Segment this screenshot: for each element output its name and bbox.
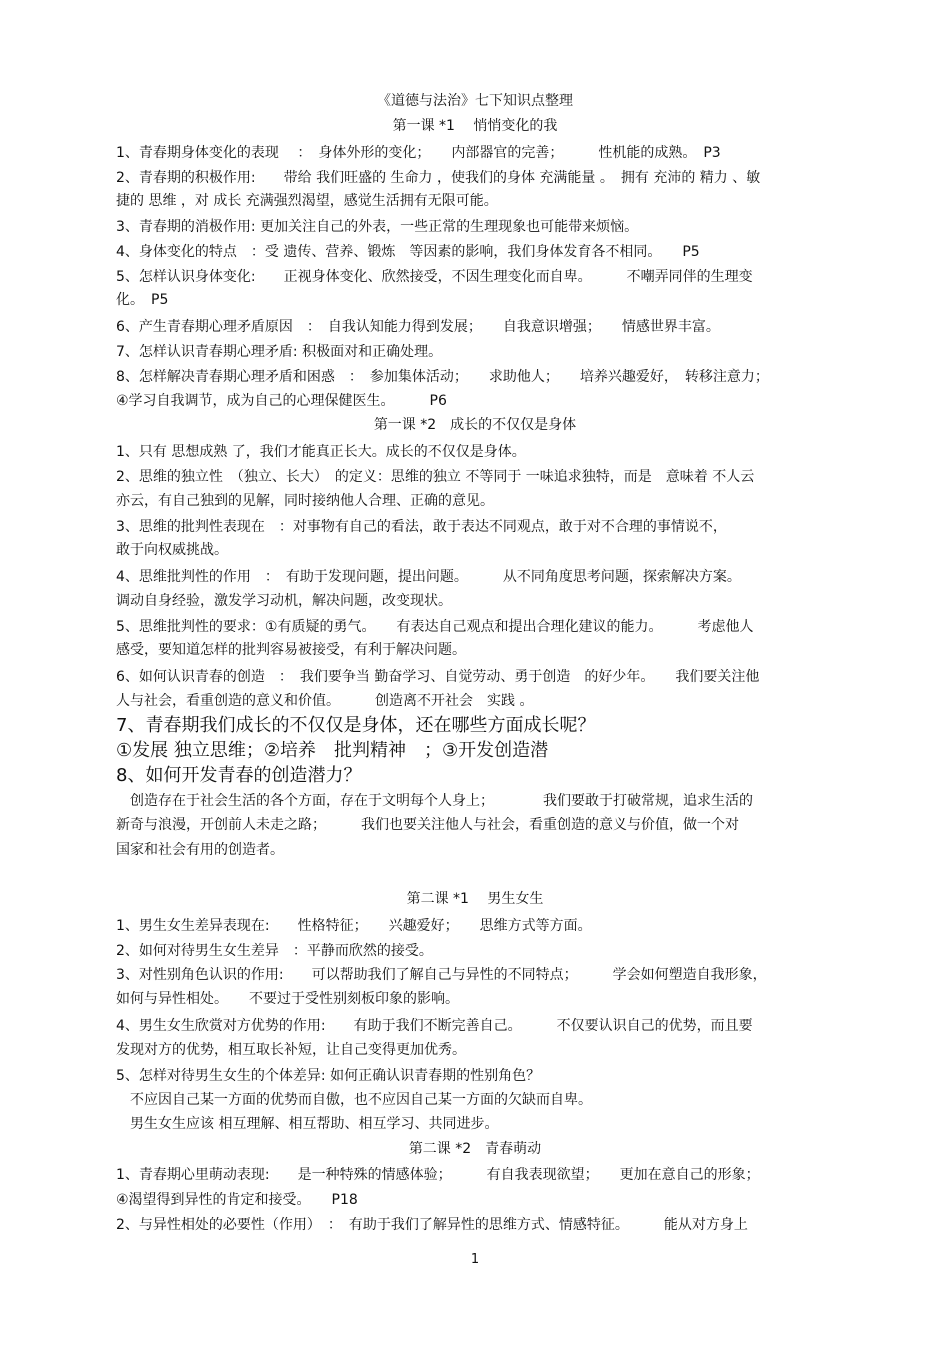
text-line: 4、思维批判性的作用 ： 有助于发现问题，提出问题。 从不同角度思考问题，探索解决方案。 [116, 569, 741, 585]
text-line: 化。 P5 [116, 292, 169, 308]
text-line: 创造存在于社会生活的各个方面，存在于文明每个人身上； 我们要敢于打破常规，追求生活的 [130, 793, 753, 809]
text-line: 1、只有 思想成熟 了，我们才能真正长大。成长的不仅仅是身体。 [116, 444, 526, 460]
text-line: 5、怎样对待男生女生的个体差异: 如何正确认识青春期的性别角色？ [116, 1068, 541, 1084]
text-line: 2、青春期的积极作用: 带给 我们旺盛的 生命力 ，使我们的身体 充满能量 。 拥有 充沛的 精力 、敏 [116, 170, 761, 186]
text-line: 6、产生青春期心理矛盾原因 ： 自我认知能力得到发展； 自我意识增强； 情感世界丰富。 [116, 319, 720, 335]
text-line: 6、如何认识青春的创造 ： 我们要争当 勤奋学习、自觉劳动、勇于创造 的好少年。 我们要关注他 [116, 669, 760, 685]
text-line: 如何与异性相处。 不要过于受性别刻板印象的影响。 [116, 991, 459, 1007]
text-line: 1、青春期身体变化的表现 ： 身体外形的变化； 内部器官的完善； 性机能的成熟。 P3 [116, 145, 721, 161]
text-line: 5、思维批判性的要求：①有质疑的勇气。 有表达自己观点和提出合理化建议的能力。 考虑他人 [116, 619, 754, 635]
text-line: 7、怎样认识青春期心理矛盾: 积极面对和正确处理。 [116, 344, 443, 360]
text-line: ④渴望得到异性的肯定和接受。 P18 [116, 1192, 358, 1208]
text-line: 新奇与浪漫，开创前人未走之路； 我们也要关注他人与社会，看重创造的意义与价值，做一个对 [116, 817, 739, 833]
text-line: 国家和社会有用的创造者。 [116, 842, 284, 858]
question-heading: 7、青春期我们成长的不仅仅是身体，还在哪些方面成长呢？ [116, 715, 596, 736]
section-heading: 第一课 *1 悄悄变化的我 [392, 118, 558, 134]
text-line: 3、对性别角色认识的作用: 可以帮助我们了解自己与异性的不同特点； 学会如何塑造自我形象， [116, 967, 767, 983]
text-line: 2、思维的独立性 （独立、长大） 的定义：思维的独立 不等同于 一味追求独特，而是 意味着 不人云 [116, 469, 755, 485]
text-line: 3、思维的批判性表现在 ：对事物有自己的看法，敢于表达不同观点，敢于对不合理的事情说不， [116, 519, 727, 535]
text-line: 不应因自己某一方面的优势而自傲，也不应因自己某一方面的欠缺而自卑。 [130, 1092, 592, 1108]
answer-line: ①发展 独立思维；②培养 批判精神 ；③开发创造潜 [116, 740, 549, 761]
section-heading: 第一课 *2 成长的不仅仅是身体 [373, 417, 577, 433]
section-heading: 第二课 *2 青春萌动 [408, 1141, 542, 1157]
text-line: 2、与异性相处的必要性（作用） ： 有助于我们了解异性的思维方式、情感特征。 能从对方身上 [116, 1217, 748, 1233]
text-line: 4、身体变化的特点 ：受 遗传、营养、锻炼 等因素的影响，我们身体发育各不相同。 P5 [116, 244, 700, 260]
text-line: 3、青春期的消极作用: 更加关注自己的外表，一些正常的生理现象也可能带来烦恼。 [116, 219, 639, 235]
text-line: 人与社会，看重创造的意义和价值。 创造离不开社会 实践 。 [116, 693, 534, 709]
page-number: 1 [470, 1252, 480, 1267]
text-line: 捷的 思维 ，对 成长 充满强烈渴望，感觉生活拥有无限可能。 [116, 193, 498, 209]
text-line: 感受，要知道怎样的批判容易被接受，有利于解决问题。 [116, 642, 466, 658]
text-line: 5、怎样认识身体变化: 正视身体变化、欣然接受，不因生理变化而自卑。 不嘲弄同伴的生理变 [116, 269, 753, 285]
section-heading: 第二课 *1 男生女生 [406, 891, 544, 907]
text-line: 亦云，有自己独到的见解，同时接纳他人合理、正确的意见。 [116, 493, 494, 509]
text-line: ④学习自我调节，成为自己的心理保健医生。 P6 [116, 393, 447, 409]
document-title: 《道德与法治》七下知识点整理 [377, 93, 573, 109]
text-line: 1、男生女生差异表现在: 性格特征； 兴趣爱好； 思维方式等方面。 [116, 918, 592, 934]
text-line: 敢于向权威挑战。 [116, 542, 228, 558]
question-heading: 8、如何开发青春的创造潜力？ [116, 765, 362, 786]
text-line: 2、如何对待男生女生差异 ：平静而欣然的接受。 [116, 943, 433, 959]
text-line: 8、怎样解决青春期心理矛盾和困惑 ： 参加集体活动； 求助他人； 培养兴趣爱好， 转移注意力； [116, 369, 769, 385]
text-line: 调动自身经验，激发学习动机，解决问题，改变现状。 [116, 593, 452, 609]
text-line: 4、男生女生欣赏对方优势的作用: 有助于我们不断完善自己。 不仅要认识自己的优势，而且要 [116, 1018, 753, 1034]
text-line: 1、青春期心里萌动表现: 是一种特殊的情感体验； 有自我表现欲望； 更加在意自己的形象； [116, 1167, 760, 1183]
text-line: 男生女生应该 相互理解、相互帮助、相互学习、共同进步。 [130, 1116, 499, 1132]
text-line: 发现对方的优势，相互取长补短，让自己变得更加优秀。 [116, 1042, 466, 1058]
